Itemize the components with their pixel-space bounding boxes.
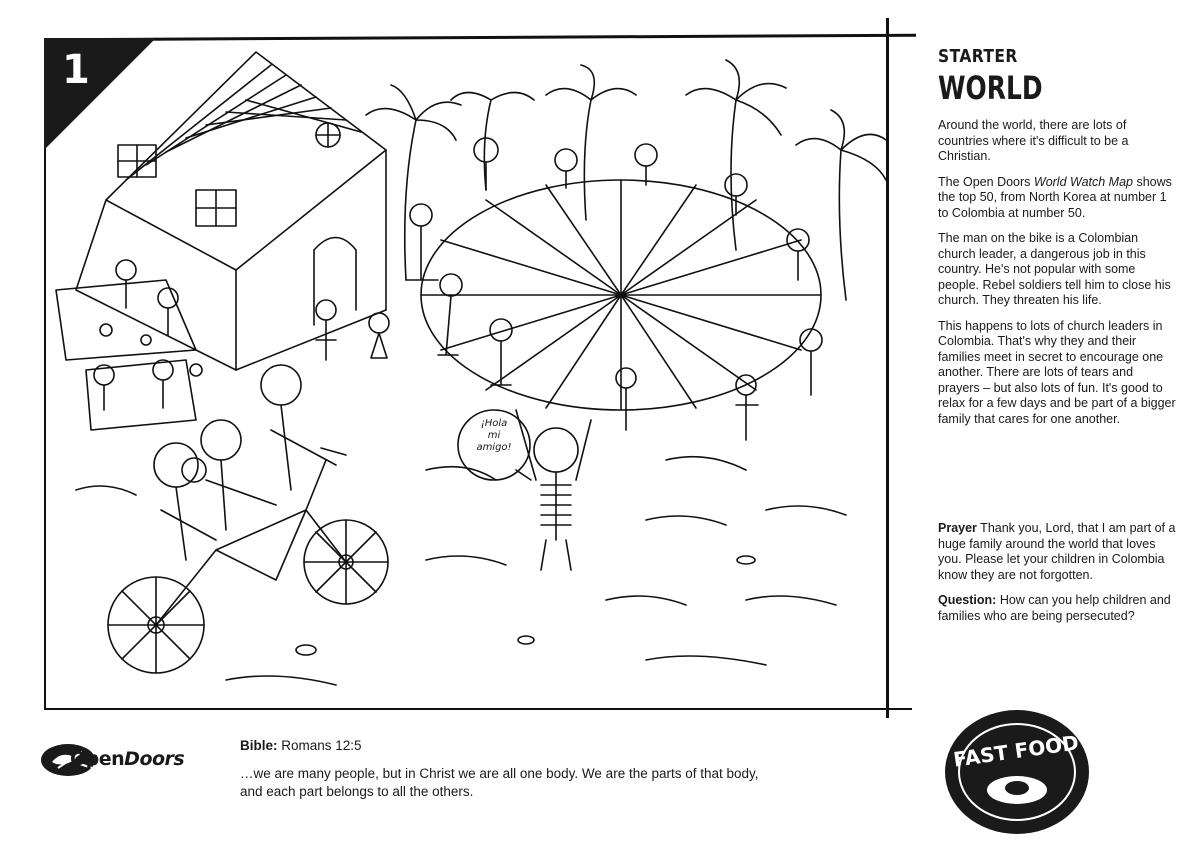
logo-word-doors: Doors — [124, 748, 185, 770]
prayer-question-block — [938, 521, 1178, 634]
paragraph-3: The man on the bike is a Colombian church leader, a dangerous job in this country. He's not popular with some people. Rebel soldiers tell him to close his church. They threaten his life. — [938, 231, 1171, 307]
logo-word-open: Open — [70, 748, 125, 770]
right-column — [938, 48, 1178, 437]
bible-reference — [240, 737, 860, 755]
section-title: WORLD — [938, 69, 1043, 107]
paragraph-4: This happens to lots of church leaders in Colombia. That's why they and their families meet in secret to encourage one another. There are lots of tears and prayers – but also lots of fun. It's good to relax for a few days and be part of a bigger family that cares for one another. — [938, 318, 1176, 426]
section-kicker: STARTER — [938, 46, 1018, 67]
bible-ref-text: Romans 12:5 — [277, 738, 362, 753]
riders-drawing — [154, 365, 336, 560]
speech-line-1: ¡Hola — [480, 418, 508, 429]
speech-line-3: amigo! — [476, 442, 512, 453]
paragraph-2-start: The Open Doors — [938, 174, 1034, 189]
page-number: 1 — [62, 47, 90, 93]
bible-label: Bible: — [240, 738, 278, 753]
paragraph-1: Around the world, there are lots of countries where it's difficult to be a Christian. — [938, 118, 1129, 163]
paragraph-2 — [938, 175, 1178, 222]
bible-line-1: …we are many people, but in Christ we are all one body. We are the parts of that body, — [240, 766, 759, 781]
motorbike-drawing — [108, 448, 388, 673]
fast-food-badge-icon — [942, 700, 1092, 835]
question-text: How can you help children and families who are being persecuted? — [938, 593, 1171, 623]
prayer-label: Prayer — [938, 521, 977, 535]
people-around-parachute — [406, 138, 822, 440]
bible-line-2: and each part belongs to all the others. — [240, 784, 474, 799]
speech-line-2: mi — [487, 430, 501, 441]
page-number-corner — [44, 38, 156, 150]
ground-drawing — [76, 457, 846, 685]
bible-verse — [240, 737, 860, 801]
speech-bubble — [468, 418, 520, 454]
open-doors-logo-text — [70, 748, 184, 770]
paragraph-2-end: shows the top 50, from North Korea at number 1 to Colombia at number 50. — [938, 174, 1172, 220]
world-watch-map-title: World Watch Map — [1033, 174, 1133, 189]
children-drawing — [316, 300, 591, 570]
prayer-text: Thank you, Lord, that I am part of a huge family around the world that loves you. Please let your children in Colombia know they are not forgotten. — [938, 521, 1176, 582]
parachute-drawing — [421, 180, 821, 410]
prayer-paragraph — [938, 521, 1178, 583]
fast-food-badge-text: FAST FOOD — [951, 730, 1081, 772]
question-paragraph — [938, 593, 1178, 624]
illustration — [46, 40, 908, 708]
question-label: Question: — [938, 593, 997, 607]
